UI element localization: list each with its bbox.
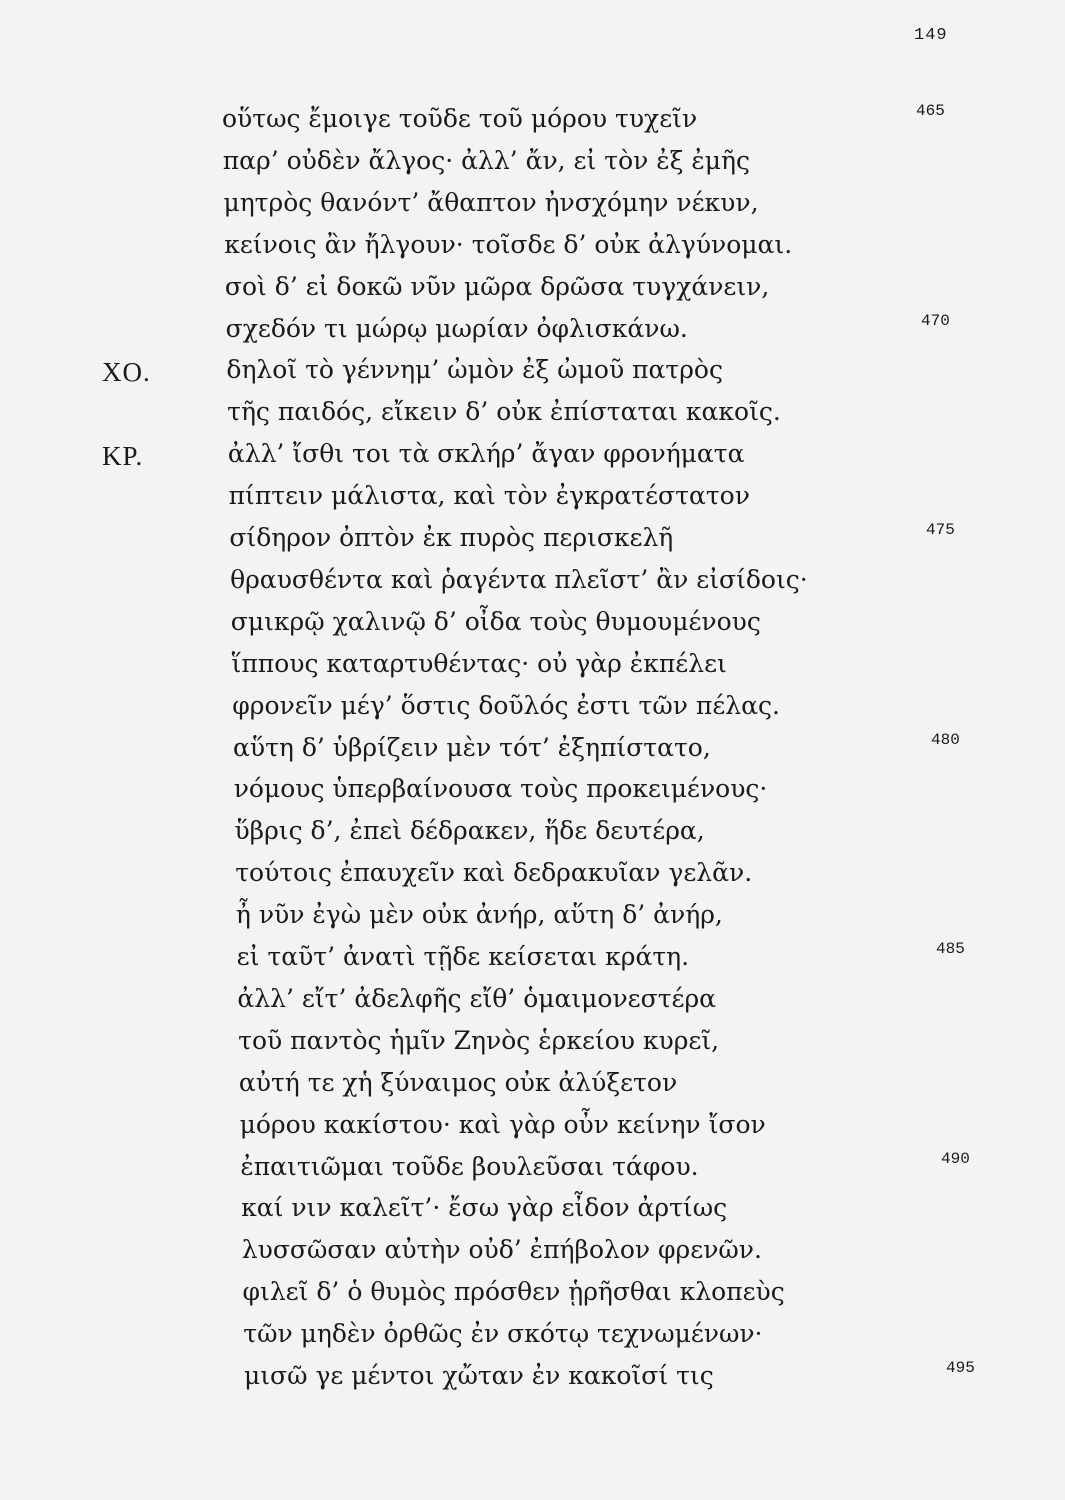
verse-line — [0, 353, 1065, 393]
verse-line — [0, 1108, 1065, 1148]
verse-text: σοὶ δ’ εἰ δοκῶ νῦν μῶρα δρῶσα τυγχάνειν, — [224, 271, 770, 301]
verse-line — [0, 437, 1065, 477]
line-number: 485 — [936, 940, 965, 958]
verse-text: μόρου κακίστου· καὶ γὰρ οὖν κείνην ἴσον — [239, 1109, 766, 1139]
verse-text: οὕτως ἔμοιγε τοῦδε τοῦ μόρου τυχεῖν — [222, 104, 698, 133]
verse-text: ἦ νῦν ἐγὼ μὲν οὐκ ἀνήρ, αὕτη δ’ ἀνήρ, — [235, 900, 723, 930]
verse-text: σμικρῷ χαλινῷ δ’ οἶδα τοὺς θυμουμένους — [230, 606, 761, 636]
verse-line — [0, 772, 1065, 812]
verse-line — [0, 814, 1065, 854]
verse-text: σχεδόν τι μώρῳ μωρίαν ὀφλισκάνω. — [225, 313, 688, 343]
verse-text: ὕβρις δ’, ἐπεὶ δέδρακεν, ἥδε δευτέρα, — [234, 816, 705, 846]
verse-line — [0, 563, 1065, 603]
verse-text: καί νιν καλεῖτ’· ἔσω γὰρ εἶδον ἀρτίως — [241, 1193, 728, 1223]
verse-line — [0, 186, 1065, 226]
verse-text: φιλεῖ δ’ ὁ θυμὸς πρόσθεν ᾑρῆσθαι κλοπεὺς — [242, 1277, 785, 1307]
verse-text: μισῶ γε μέντοι χὤταν ἐν κακοῖσί τις — [244, 1361, 714, 1390]
line-number: 495 — [946, 1359, 975, 1377]
verse-line — [0, 521, 1065, 561]
verse-line — [0, 1233, 1065, 1273]
verse-line — [0, 731, 1065, 771]
verse-line — [0, 647, 1065, 687]
verse-text: δηλοῖ τὸ γέννημ’ ὠμὸν ἐξ ὠμοῦ πατρὸς — [226, 355, 723, 385]
verse-text: παρ’ οὐδὲν ἄλγος· ἀλλ’ ἄν, εἰ τὸν ἐξ ἐμῆς — [222, 145, 751, 175]
verse-text: τούτοις ἐπαυχεῖν καὶ δεδρακυῖαν γελᾶν. — [235, 858, 753, 888]
verse-line — [0, 1359, 1065, 1399]
verse-text: τῆς παιδός, εἴκειν δ’ οὐκ ἐπίσταται κακοῖς. — [227, 397, 781, 427]
verse-text: πίπτειν μάλιστα, καὶ τὸν ἐγκρατέστατον — [228, 481, 750, 511]
speaker-label: ΚΡ. — [102, 441, 144, 472]
line-number: 470 — [921, 311, 950, 330]
line-number: 475 — [926, 521, 955, 539]
verse-line — [0, 1317, 1065, 1357]
verse-line — [0, 940, 1065, 980]
verse-line — [0, 898, 1065, 938]
verse-text: τοῦ παντὸς ἡμῖν Ζηνὸς ἑρκείου κυρεῖ, — [238, 1025, 720, 1055]
verse-line — [0, 102, 1065, 142]
verse-text: ἐπαιτιῶμαι τοῦδε βουλεῦσαι τάφου. — [240, 1151, 699, 1181]
verse-text: σίδηρον ὀπτὸν ἐκ πυρὸς περισκελῆ — [229, 523, 674, 552]
verse-line — [0, 1275, 1065, 1315]
line-number: 490 — [941, 1149, 970, 1168]
verse-line — [0, 856, 1065, 896]
page-number: 149 — [914, 26, 948, 45]
verse-line — [0, 1066, 1065, 1106]
verse-text: κείνοις ἂν ἤλγουν· τοῖσδε δ’ οὐκ ἀλγύνομαι. — [224, 229, 793, 259]
verse-text: ἀλλ’ ἴσθι τοι τὰ σκλήρ’ ἄγαν φρονήματα — [227, 439, 745, 469]
verse-text: ἵππους καταρτυθέντας· οὐ γὰρ ἐκπέλει — [231, 648, 727, 678]
verse-line — [0, 479, 1065, 519]
verse-line — [0, 144, 1065, 184]
verse-line — [0, 982, 1065, 1022]
verse-text: λυσσῶσαν αὐτὴν οὐδ’ ἐπήβολον φρενῶν. — [241, 1235, 762, 1265]
verse-line — [0, 1191, 1065, 1231]
verse-line — [0, 395, 1065, 435]
verse-line — [0, 228, 1065, 268]
verse-text: φρονεῖν μέγ’ ὅστις δοῦλός ἐστι τῶν πέλας. — [232, 690, 780, 720]
verse-text: νόμους ὑπερβαίνουσα τοὺς προκειμένους· — [233, 774, 768, 804]
speaker-label: ΧΟ. — [102, 357, 151, 388]
verse-text: ἀλλ’ εἴτ’ ἀδελφῆς εἴθ’ ὁμαιμονεστέρα — [237, 983, 717, 1013]
verse-text: αὐτή τε χἡ ξύναιμος οὐκ ἀλύξετον — [238, 1067, 678, 1097]
verse-text: τῶν μηδὲν ὀρθῶς ἐν σκότῳ τεχνωμένων· — [243, 1319, 763, 1349]
verse-line — [0, 1150, 1065, 1190]
line-number: 480 — [931, 730, 960, 749]
verse-line — [0, 605, 1065, 645]
line-number: 465 — [916, 102, 945, 120]
verse-text: θραυσθέντα καὶ ῥαγέντα πλεῖστ’ ἂν εἰσίδοις· — [230, 564, 808, 594]
verse-text: εἰ ταῦτ’ ἀνατὶ τῇδε κείσεται κράτη. — [236, 942, 690, 971]
verse-line — [0, 1024, 1065, 1064]
verse-line — [0, 270, 1065, 310]
verse-line — [0, 689, 1065, 729]
verse-text: αὕτη δ’ ὑβρίζειν μὲν τότ’ ἐξηπίστατο, — [233, 732, 711, 762]
verse-text: μητρὸς θανόντ’ ἄθαπτον ἠνσχόμην νέκυν, — [223, 187, 759, 217]
verse-line — [0, 312, 1065, 352]
